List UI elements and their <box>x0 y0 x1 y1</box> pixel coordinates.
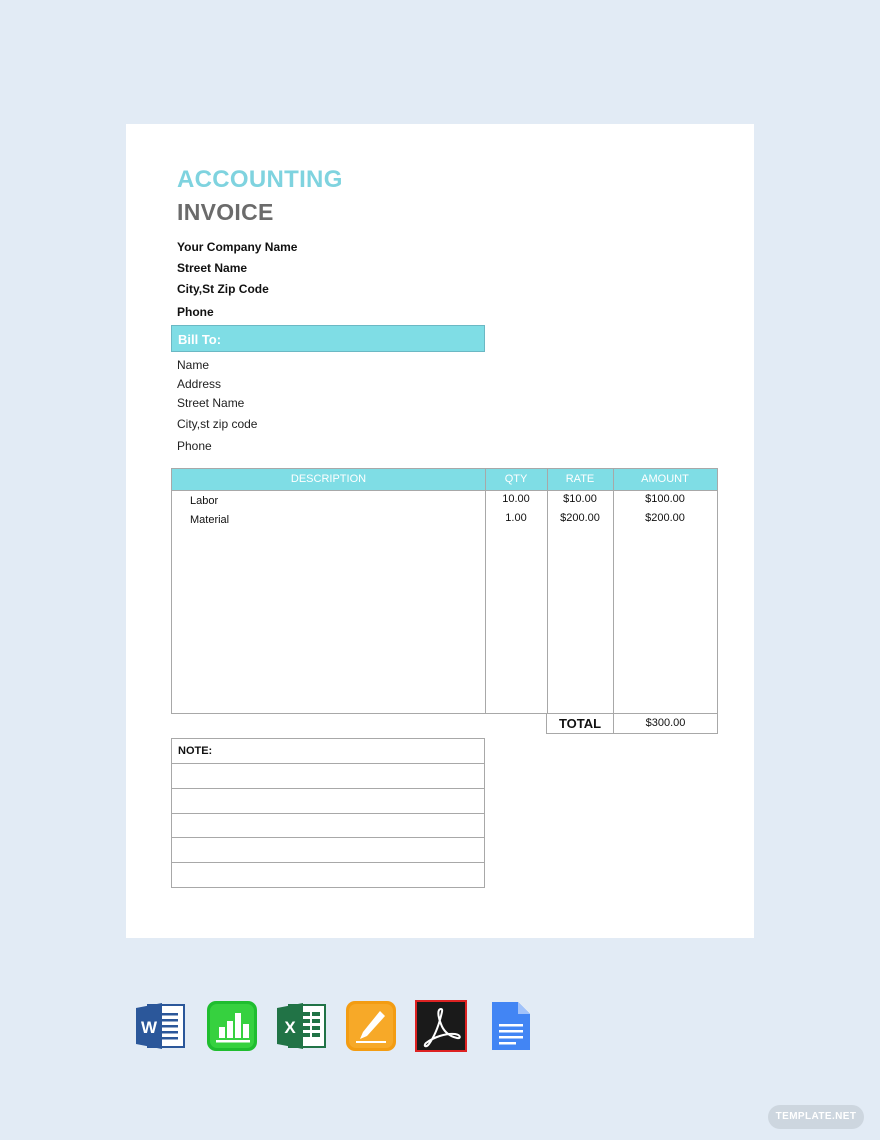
invoice-sheet <box>126 124 754 938</box>
title-accounting: ACCOUNTING <box>177 166 343 193</box>
note-line <box>172 813 484 814</box>
header-amount: AMOUNT <box>641 473 689 485</box>
template-net-badge[interactable]: TEMPLATE.NET <box>768 1105 864 1129</box>
row-qty: 10.00 <box>502 493 530 505</box>
row-amount: $100.00 <box>645 493 685 505</box>
column-divider <box>485 469 486 713</box>
items-table-header <box>172 469 717 491</box>
total-row <box>546 714 718 734</box>
google-docs-icon[interactable] <box>484 1000 536 1052</box>
row-description: Material <box>190 514 230 526</box>
note-line <box>172 763 484 764</box>
header-description: DESCRIPTION <box>290 473 367 485</box>
company-name: Your Company Name <box>177 240 298 254</box>
column-divider <box>613 469 614 713</box>
pages-icon[interactable] <box>345 1000 397 1052</box>
header-rate: RATE <box>565 473 595 485</box>
pdf-icon[interactable] <box>415 1000 467 1052</box>
row-rate: $200.00 <box>560 512 600 524</box>
note-line <box>172 862 484 863</box>
note-line <box>172 837 484 838</box>
note-box <box>171 738 485 888</box>
row-description: Labor <box>190 495 219 507</box>
total-value: $300.00 <box>645 717 686 729</box>
bill-to-phone: Phone <box>177 439 212 453</box>
items-table <box>171 468 718 714</box>
row-rate: $10.00 <box>563 493 597 505</box>
row-amount: $200.00 <box>645 512 685 524</box>
word-icon[interactable] <box>134 1000 186 1052</box>
note-label: NOTE: <box>178 745 213 757</box>
row-qty: 1.00 <box>505 512 527 524</box>
numbers-icon[interactable] <box>206 1000 258 1052</box>
svg-text:W: W <box>140 1018 158 1037</box>
column-divider <box>547 469 548 713</box>
bill-to-name: Name <box>177 358 210 372</box>
title-invoice: INVOICE <box>177 199 274 225</box>
excel-icon[interactable] <box>275 1000 327 1052</box>
note-line <box>172 788 484 789</box>
company-street: Street Name <box>177 261 248 275</box>
total-label: TOTAL <box>558 716 602 731</box>
bill-to-address: Address <box>177 377 222 391</box>
header-qty: QTY <box>504 473 528 485</box>
company-phone: Phone <box>177 305 214 319</box>
company-city: City,St Zip Code <box>177 282 269 296</box>
svg-text:X: X <box>284 1018 296 1037</box>
bill-to-street: Street Name <box>177 396 245 410</box>
bill-to-header: Bill To: <box>171 325 485 352</box>
bill-to-city: City,st zip code <box>177 417 258 431</box>
